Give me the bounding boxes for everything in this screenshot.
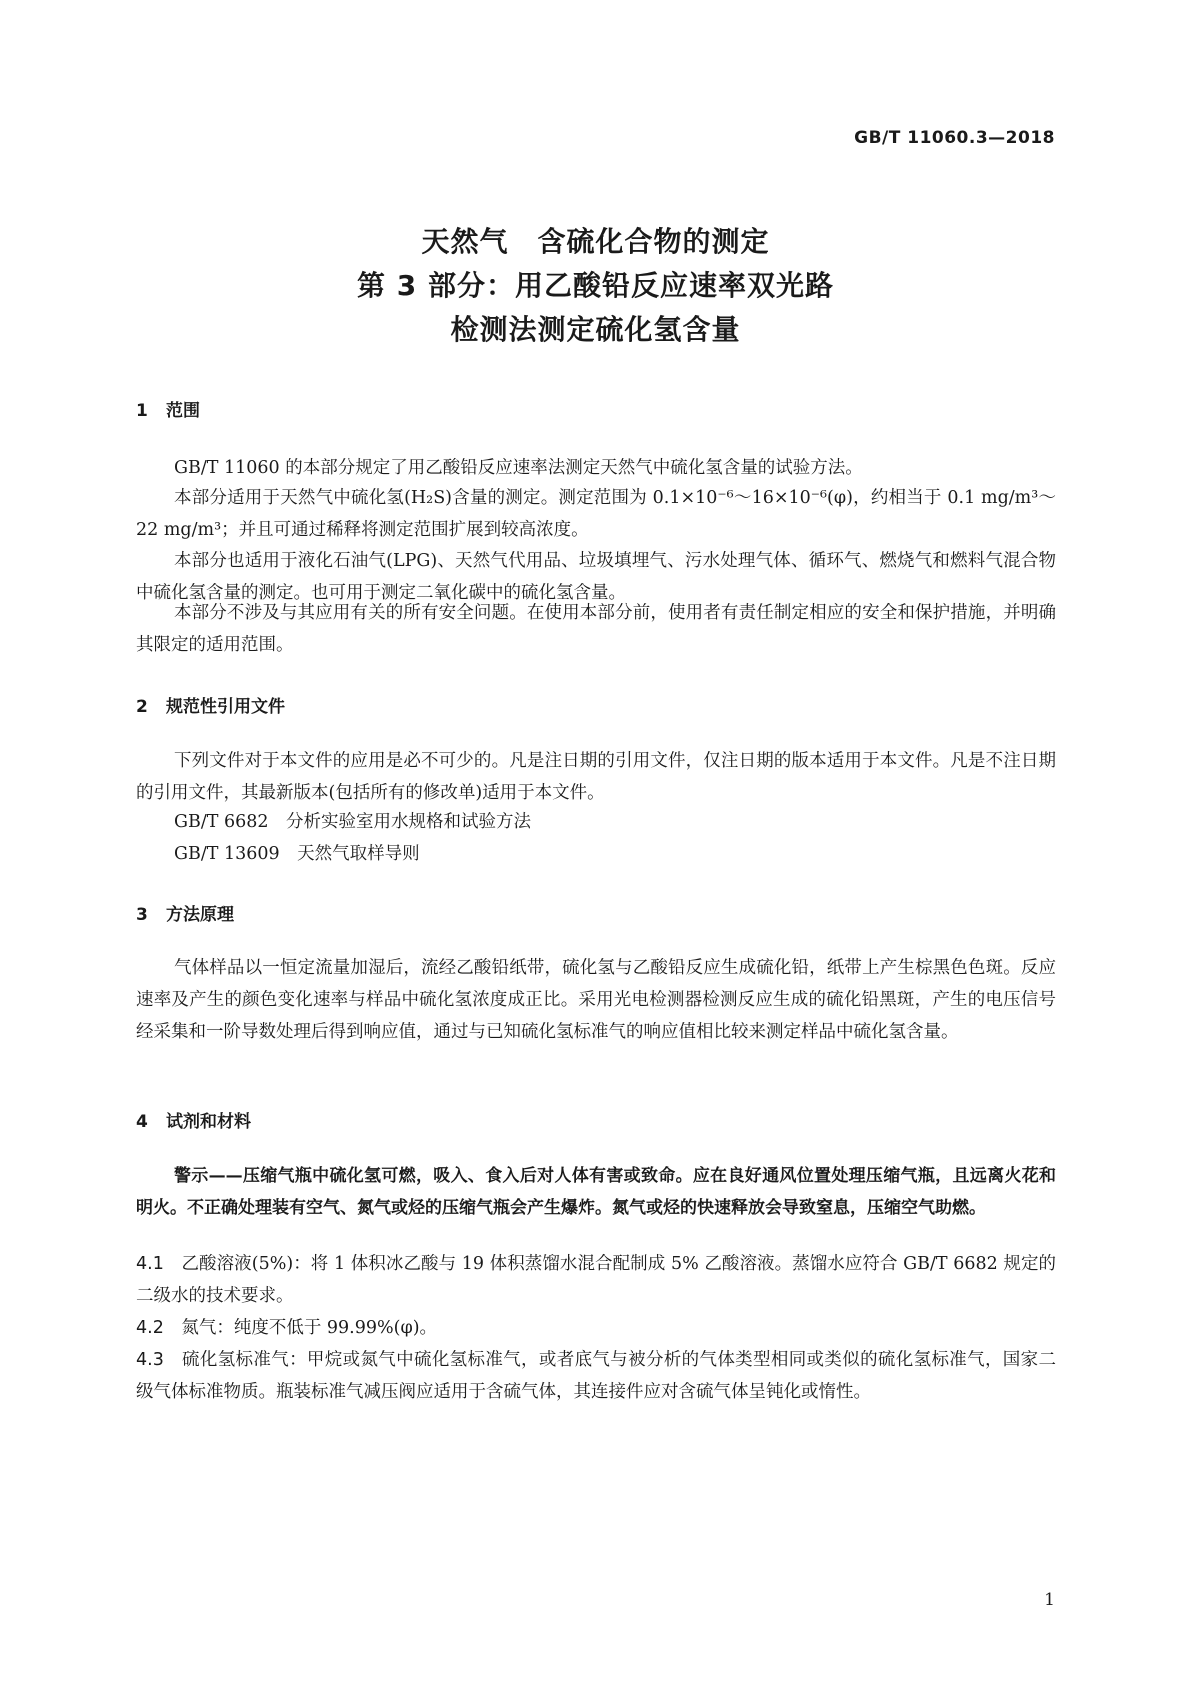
paragraph: 气体样品以一恒定流量加湿后，流经乙酸铅纸带，硫化氢与乙酸铅反应生成硫化铅，纸带上产生棕黑色色斑。反应速率及产生的颜色变化速率与样品中硫化氢浓度成正比。采用光电检测器检测反应生成的硫化铅黑斑，产生的电压信号经采集和一阶导数处理后得到响应值，通过与已知硫化氢标准气的响应值相比较来测定样品中硫化氢含量。 [136,958,1056,1042]
section-heading-normative-references: 2 规范性引用文件 [136,697,285,717]
section-heading-scope: 1 范围 [136,401,200,421]
title-line-3: 检测法测定硫化氢含量 [450,313,741,346]
section-heading-reagents: 4 试剂和材料 [136,1112,251,1132]
reference-item: GB/T 6682 分析实验室用水规格和试验方法 [174,812,532,832]
reference-item: GB/T 13609 天然气取样导则 [174,844,420,864]
title-line-1: 天然气 含硫化合物的测定 [421,225,770,258]
paragraph: 本部分也适用于液化石油气(LPG)、天然气代用品、垃圾填埋气、污水处理气体、循环气、燃烧气和燃料气混合物中硫化氢含量的测定。也可用于测定二氧化碳中的硫化氢含量。 [136,551,1056,603]
title-line-2: 第 3 部分：用乙酸铅反应速率双光路 [357,269,834,302]
list-item: 4.2 氮气：纯度不低于 99.99%(φ)。 [136,1318,438,1338]
paragraph: 下列文件对于本文件的应用是必不可少的。凡是注日期的引用文件，仅注日期的版本适用于本文件。凡是不注日期的引用文件，其最新版本(包括所有的修改单)适用于本文件。 [136,751,1056,803]
warning-paragraph: 警示——压缩气瓶中硫化氢可燃，吸入、食入后对人体有害或致命。应在良好通风位置处理压缩气瓶，且远离火花和明火。不正确处理装有空气、氮气或烃的压缩气瓶会产生爆炸。氮气或烃的快速释放会导致窒息，压缩空气助燃。 [136,1166,1056,1218]
list-item: 4.1 乙酸溶液(5%)：将 1 体积冰乙酸与 19 体积蒸馏水混合配制成 5% 乙酸溶液。蒸馏水应符合 GB/T 6682 规定的二级水的技术要求。 [136,1254,1057,1306]
list-item: 4.3 硫化氢标准气：甲烷或氮气中硫化氢标准气，或者底气与被分析的气体类型相同或类似的硫化氢标准气，国家二级气体标准物质。瓶装标准气减压阀应适用于含硫气体，其连接件应对含硫气体呈钝化或惰性。 [136,1350,1056,1402]
section-heading-principle: 3 方法原理 [136,905,234,925]
paragraph: 本部分适用于天然气中硫化氢(H₂S)含量的测定。测定范围为 0.1×10⁻⁶～16×10⁻⁶(φ)，约相当于 0.1 mg/m³～22 mg/m³；并且可通过稀释将测定范围扩展到较高浓度。 [136,488,1056,540]
paragraph: GB/T 11060 的本部分规定了用乙酸铅反应速率法测定天然气中硫化氢含量的试验方法。 [174,458,863,478]
paragraph: 本部分不涉及与其应用有关的所有安全问题。在使用本部分前，使用者有责任制定相应的安全和保护措施，并明确其限定的适用范围。 [136,603,1056,655]
document-title [0,220,1191,352]
page-number: 1 [1044,1590,1055,1610]
standard-code: GB/T 11060.3—2018 [854,128,1055,148]
